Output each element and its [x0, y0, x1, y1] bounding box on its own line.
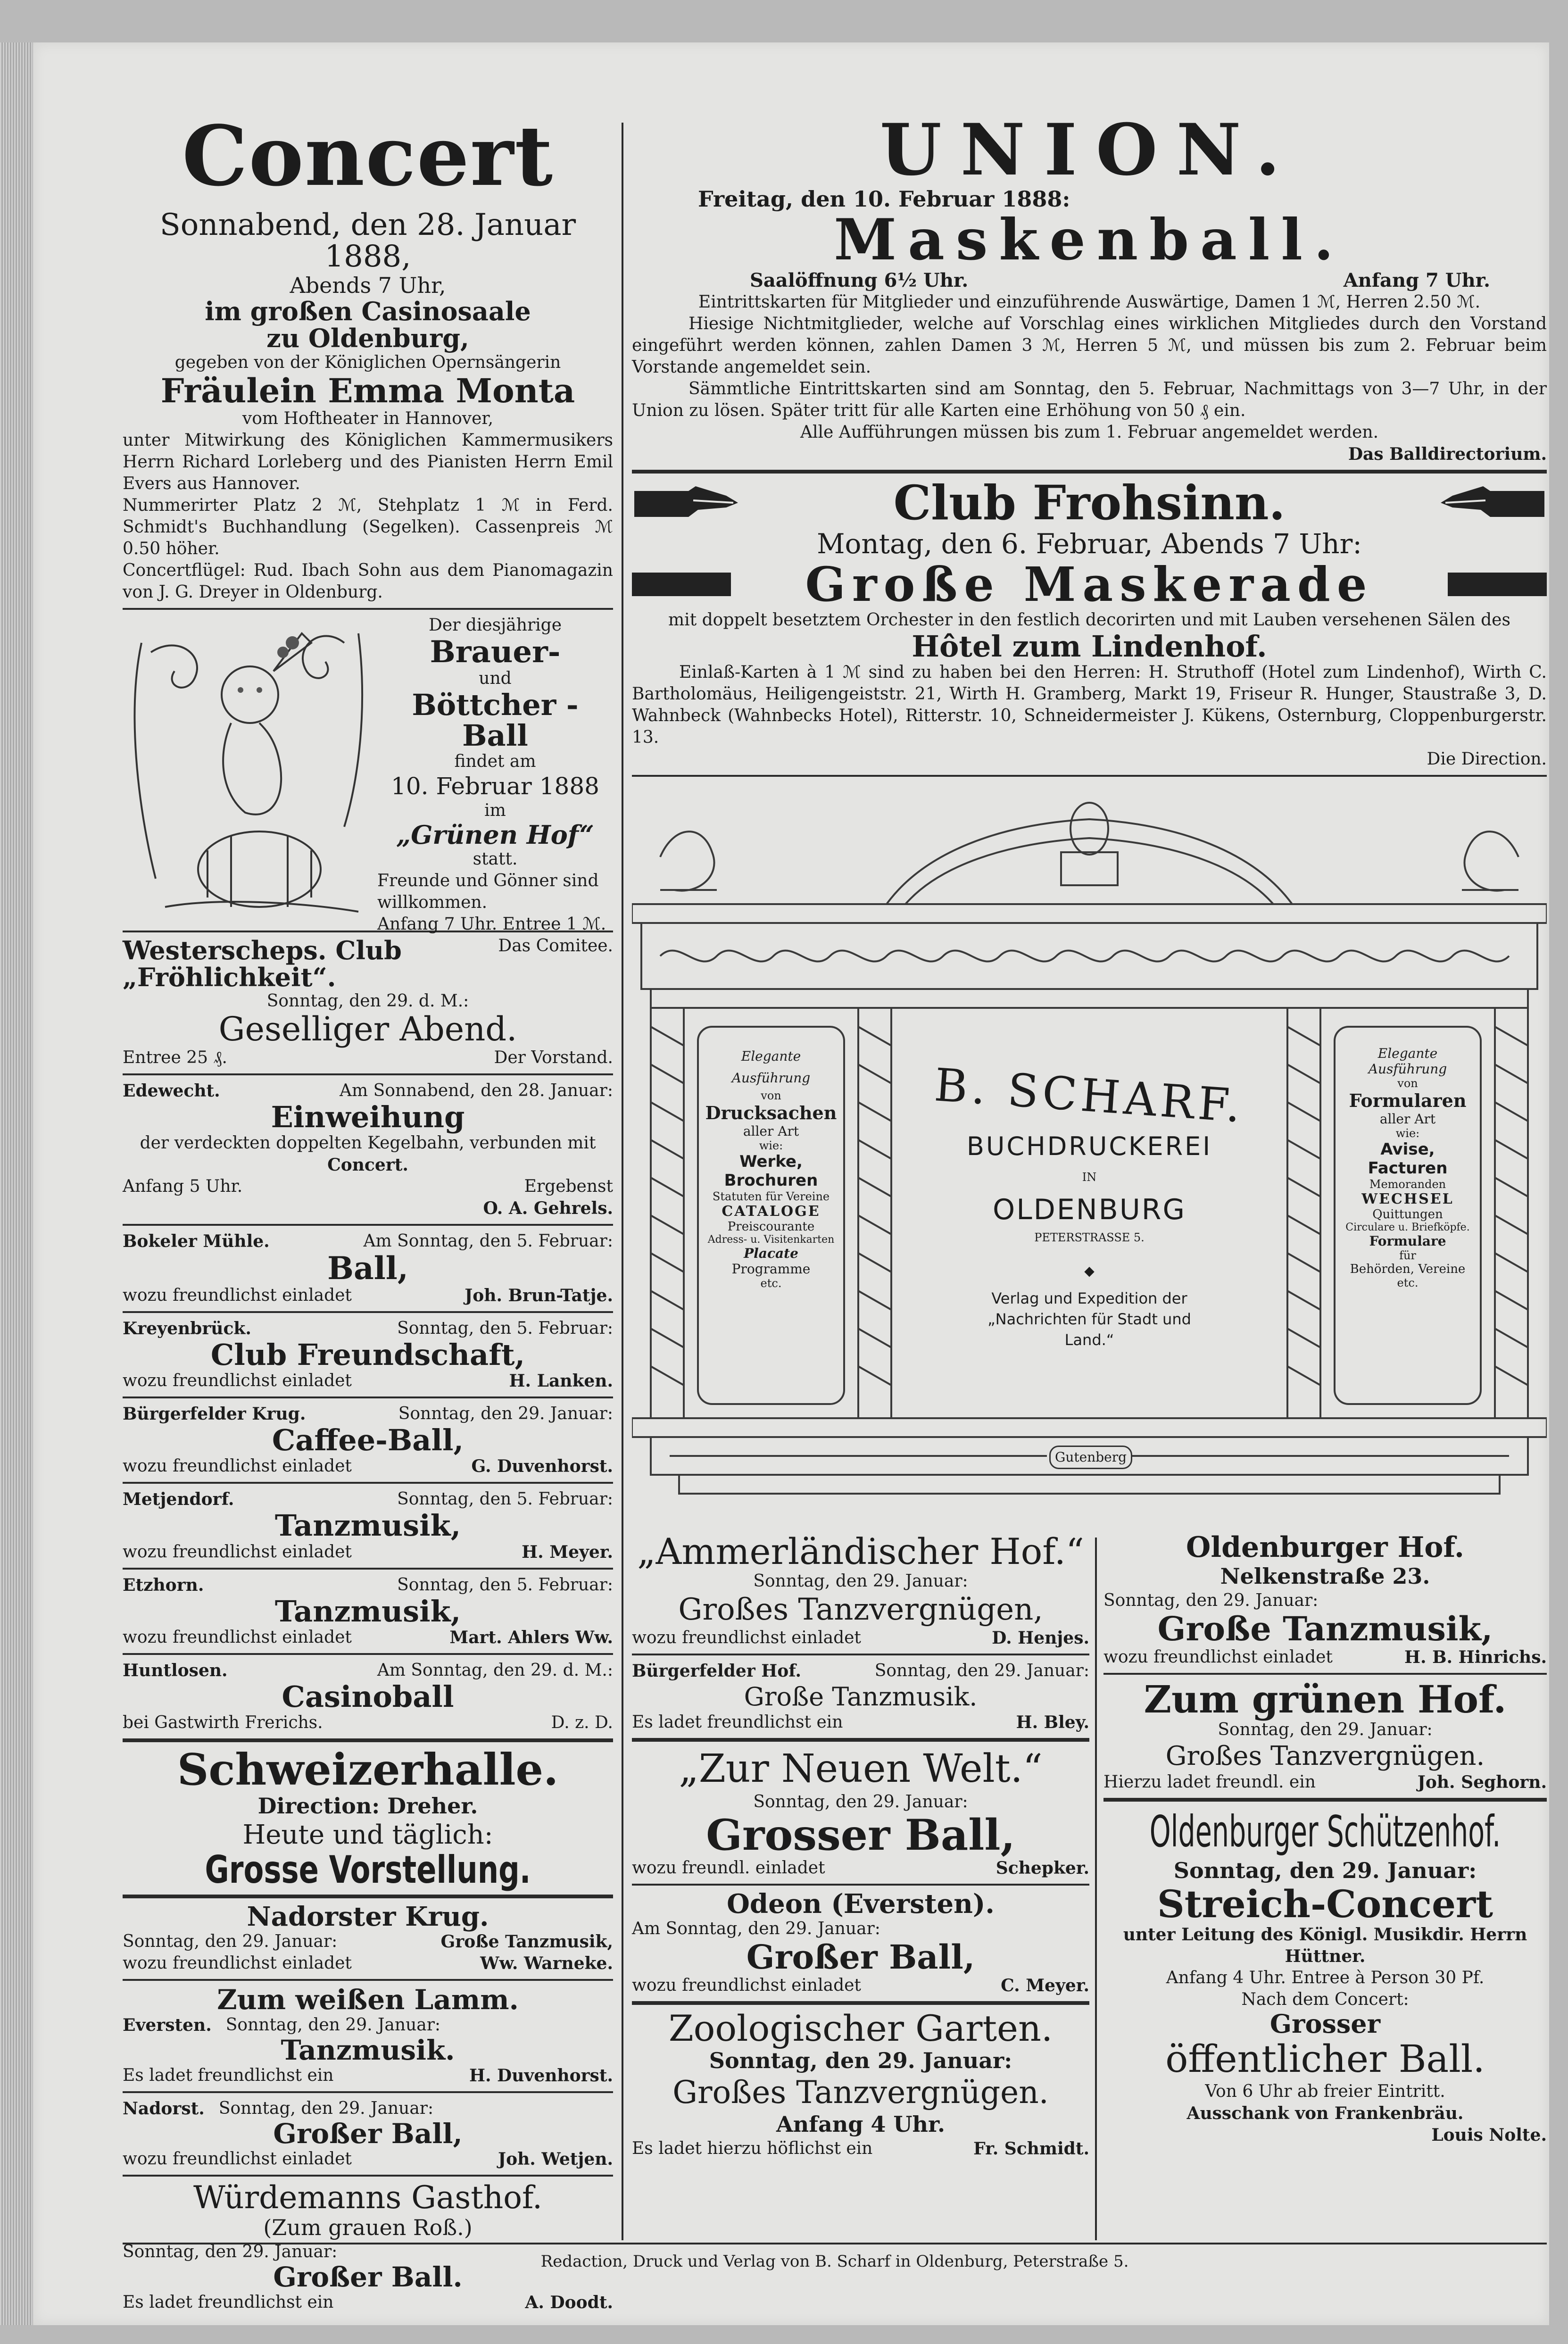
frohsinn-sign: Die Direction.: [1427, 749, 1547, 769]
etzhorn-invite: wozu freundlichst einladet: [123, 1627, 352, 1647]
right-panel-line: Memoranden: [1369, 1177, 1446, 1191]
buergerfelder2-invite: Es ladet freundlichst ein: [632, 1712, 843, 1732]
edewecht-head: Edewecht.: [123, 1081, 220, 1101]
union-start: Anfang 7 Uhr.: [1343, 269, 1490, 291]
rule: [123, 1568, 613, 1570]
rule-heavy: [632, 2001, 1089, 2005]
right-panel-line: WECHSEL: [1361, 1190, 1454, 1207]
schuetzenhof-ad: [1103, 1806, 1547, 2146]
edewecht-date: Am Sonnabend, den 28. Januar:: [340, 1081, 613, 1100]
left-panel-line: Werke, Brochuren: [724, 1152, 818, 1190]
column-rule-left: [622, 123, 623, 2240]
union-title: UNION.: [879, 108, 1299, 191]
rule: [123, 1396, 613, 1398]
nadorster-invite: wozu freundlichst einladet: [123, 1953, 352, 1973]
frohsinn-ad: [632, 474, 1547, 770]
buergerfelder1-head: Bürgerfelder Krug.: [123, 1404, 306, 1424]
rule: [632, 1884, 1089, 1886]
boettcher-title: Böttcher - Ball: [412, 688, 579, 753]
huntlosen-ad: [123, 1660, 613, 1734]
nadorst-sign: Joh. Wetjen.: [498, 2149, 613, 2169]
brauer-ad: [123, 615, 613, 956]
left-panel-line: CATALOGE: [722, 1203, 821, 1220]
gruenen-hof-invite: Hierzu ladet freundl. ein: [1103, 1772, 1316, 1792]
schuetzenhof-title: Oldenburger Schützenhof.: [1149, 1806, 1501, 1857]
concert-date: Sonnabend, den 28. Januar 1888,: [159, 207, 576, 274]
rule-heavy: [123, 1895, 613, 1898]
schuetzenhof-ball: öffentlicher Ball.: [1165, 2037, 1485, 2081]
right-panel-line: für: [1399, 1248, 1416, 1262]
left-panel-line: Programme: [731, 1261, 811, 1277]
right-panel-line: von: [1397, 1076, 1418, 1090]
gruenen-hof-event: Großes Tanzvergnügen.: [1165, 1740, 1485, 1771]
neue-welt-sign: Schepker.: [996, 1858, 1089, 1879]
concert-title: Concert: [182, 108, 554, 205]
metjendorf-sign: H. Meyer.: [522, 1542, 613, 1562]
union-sign: Das Balldirectorium.: [1348, 444, 1547, 464]
column-rule-right: [1095, 1538, 1097, 2240]
rule: [123, 1224, 613, 1226]
nadorster-ad: [123, 1903, 613, 1974]
wuerdemann-invite: Es ladet freundlichst ein: [123, 2292, 334, 2312]
pointing-hand-icon: [632, 482, 740, 524]
westerscheps-title: Geselliger Abend.: [218, 1010, 517, 1049]
oldenburger-hof-title: Oldenburger Hof.: [1186, 1531, 1464, 1564]
huntlosen-date: Am Sonntag, den 29. d. M.:: [377, 1660, 613, 1680]
weissen-lamm-invite: Es ladet freundlichst ein: [123, 2065, 334, 2085]
brauer-start: Anfang 7 Uhr. Entree 1 ℳ.: [377, 914, 606, 934]
zoo-ad: [632, 2007, 1089, 2160]
buergerfelder1-date: Sonntag, den 29. Januar:: [398, 1404, 613, 1424]
westerscheps-head: Westerscheps. Club „Fröhlichkeit“.: [123, 935, 402, 992]
metjendorf-ad: [123, 1488, 613, 1563]
left-panel-line: Elegante Ausführung: [731, 1048, 811, 1086]
brauer-sign: Das Comitee.: [498, 936, 613, 956]
neue-welt-ad: [632, 1746, 1089, 1879]
rule: [123, 1073, 613, 1075]
neue-welt-event: Grosser Ball,: [706, 1810, 1015, 1860]
bokeler-invite: wozu freundlichst einladet: [123, 1286, 352, 1305]
rule: [123, 2175, 613, 2177]
wuerdemann-ad: [123, 2181, 613, 2313]
scharf-street: PETERSTRASSE 5.: [1034, 1230, 1145, 1244]
gruenen-hof-ad: [1103, 1679, 1547, 1793]
weissen-lamm-sign: H. Duvenhorst.: [469, 2065, 613, 2086]
nadorst-date: Sonntag, den 29. Januar:: [218, 2098, 434, 2118]
westerscheps-entry: Entree 25 ₰.: [123, 1047, 227, 1067]
kreyenbrueck-title: Club Freundschaft,: [210, 1338, 525, 1372]
left-panel-line: Drucksachen: [705, 1102, 837, 1123]
brauer-date: 10. Februar 1888: [391, 773, 599, 800]
buergerfelder-hof-ad: [632, 1660, 1089, 1733]
edewecht-ad: [123, 1080, 613, 1219]
kreyenbrueck-date: Sonntag, den 5. Februar:: [397, 1319, 613, 1338]
scharf-city: OLDENBURG: [993, 1193, 1186, 1226]
union-p3: Sämmtliche Eintrittskarten sind am Sonntag, den 5. Februar, Nachmittags von 3—7 Uhr, in der Union zu lösen. Später tritt für alle Karten eine Erhöhung von 50 ₰ ein.: [632, 379, 1547, 420]
rule: [1103, 1673, 1547, 1675]
kreyenbrueck-ad: [123, 1318, 613, 1392]
right-panel-line: wie:: [1395, 1126, 1420, 1140]
buergerfelder2-head: Bürgerfelder Hof.: [632, 1661, 802, 1681]
edewecht-desc: der verdeckten doppelten Kegelbahn, verbunden mit: [140, 1133, 596, 1153]
schuetzenhof-date: Sonntag, den 29. Januar:: [1173, 1857, 1477, 1883]
nadorst-invite: wozu freundlichst einladet: [123, 2149, 352, 2169]
union-p2: Hiesige Nichtmitglieder, welche auf Vorschlag eines wirklichen Mitgliedes durch den Vorstand eingeführt werden können, zahlen Damen 3 ℳ, Herren 5 ℳ, und müssen bis zum 2. Februar beim Vorstande angemeldet sein.: [632, 314, 1547, 377]
schuetzenhof-grosser: Grosser: [1269, 2008, 1381, 2039]
zoo-date: Sonntag, den 29. Januar:: [709, 2048, 1012, 2074]
concert-venue: im großen Casinosaale: [205, 296, 531, 327]
page-edge: [0, 42, 33, 2325]
westerscheps-date: Sonntag, den 29. d. M.:: [266, 991, 469, 1011]
scharf-name: B. SCHARF.: [932, 1058, 1246, 1133]
kreyenbrueck-sign: H. Lanken.: [509, 1371, 613, 1391]
buergerfelder1-sign: G. Duvenhorst.: [471, 1456, 613, 1477]
bottom-rule: [123, 2243, 1547, 2244]
weissen-lamm-ad: [123, 1986, 613, 2086]
brauer-and: und: [479, 669, 512, 689]
schweizerhalle-show: Grosse Vorstellung.: [205, 1848, 531, 1892]
schweizerhalle-ad: [123, 1744, 613, 1892]
concert-piano: Concertflügel: Rud. Ibach Sohn aus dem Pianomagazin von J. G. Dreyer in Oldenburg.: [123, 561, 613, 602]
kreyenbrueck-invite: wozu freundlichst einladet: [123, 1371, 352, 1391]
schuetzenhof-beer: Ausschank von Frankenbräu.: [1186, 2103, 1464, 2124]
left-panel-line: von: [761, 1089, 781, 1102]
concert-city: zu Oldenburg,: [266, 323, 469, 353]
imprint-footer: Redaction, Druck und Verlag von B. Scharf in Oldenburg, Peterstraße 5.: [540, 2252, 1129, 2271]
neue-welt-invite: wozu freundl. einladet: [632, 1858, 825, 1878]
rule: [123, 1979, 613, 1981]
zoo-start: Anfang 4 Uhr.: [776, 2111, 945, 2137]
left-panel-line: Statuten für Vereine: [712, 1189, 830, 1203]
rule: [123, 608, 613, 610]
weissen-lamm-head: Eversten.: [123, 2015, 212, 2036]
concert-prices: Nummerirter Platz 2 ℳ, Stehplatz 1 ℳ in Ferd. Schmidt's Buchhandlung (Segelken). Cassenpreis ℳ 0.50 höher.: [123, 496, 613, 558]
buergerfelder1-title: Caffee-Ball,: [272, 1423, 464, 1458]
buergerfelder2-sign: H. Bley.: [1016, 1712, 1089, 1732]
schuetzenhof-after: Nach dem Concert:: [1241, 1989, 1409, 2009]
concert-given-by: gegeben von der Königlichen Opernsängerin: [174, 352, 561, 372]
ammerland-event: Großes Tanzvergnügen,: [678, 1592, 1043, 1627]
concert-cooperation: unter Mitwirkung des Königlichen Kammermusikers Herrn Richard Lorleberg und des Pianisten Herrn Emil Evers aus Hannover.: [123, 431, 613, 493]
wuerdemann-sub: (Zum grauen Roß.): [263, 2215, 473, 2241]
right-panel-line: Formulare: [1369, 1233, 1446, 1249]
kreyenbrueck-head: Kreyenbrück.: [123, 1319, 251, 1339]
frohsinn-desc: mit doppelt besetztem Orchester in den festlich decorirten und mit Lauben versehenen Sälen des: [668, 610, 1510, 630]
nadorster-sign: Ww. Warneke.: [480, 1953, 613, 1974]
etzhorn-title: Tanzmusik,: [274, 1594, 461, 1629]
schuetzenhof-lead: unter Leitung des Königl. Musikdir. Herrn Hüttner.: [1123, 1924, 1527, 1966]
pointing-hand-icon: [1438, 482, 1547, 524]
oldenburger-hof-street: Nelkenstraße 23.: [1220, 1563, 1430, 1589]
etzhorn-ad: [123, 1574, 613, 1648]
rule: [123, 1653, 613, 1655]
right-panel-line: aller Art: [1379, 1111, 1436, 1127]
scharf-in: IN: [1082, 1170, 1097, 1184]
schweizerhalle-direction: Direction: Dreher.: [257, 1793, 478, 1819]
scharf-left-panel: [703, 1046, 839, 1290]
edewecht-sign: O. A. Gehrels.: [483, 1198, 613, 1218]
brauer-findet: findet am: [454, 752, 536, 772]
right-panel-line: Behörden, Vereine: [1350, 1262, 1466, 1276]
right-panel-line: etc.: [1397, 1276, 1419, 1289]
oldenburger-hof-event: Große Tanzmusik,: [1157, 1609, 1493, 1648]
union-p4: Alle Aufführungen müssen bis zum 1. Februar angemeldet werden.: [800, 422, 1379, 442]
weissen-lamm-date: Sonntag, den 29. Januar:: [225, 2015, 441, 2035]
odeon-invite: wozu freundlichst einladet: [632, 1975, 861, 1995]
huntlosen-invite: bei Gastwirth Frerichs.: [123, 1712, 323, 1732]
brauer-statt: statt.: [473, 849, 518, 869]
frohsinn-venue: Hôtel zum Lindenhof.: [912, 629, 1267, 664]
metjendorf-title: Tanzmusik,: [274, 1508, 461, 1543]
oldenburger-hof-ad: [1103, 1533, 1547, 1668]
ammerland-date: Sonntag, den 29. Januar:: [753, 1571, 968, 1591]
rule-heavy: [632, 470, 1547, 474]
concert-singer: Fräulein Emma Monta: [160, 371, 575, 410]
nadorster-title: Nadorster Krug.: [247, 1901, 489, 1933]
metjendorf-head: Metjendorf.: [123, 1489, 234, 1510]
brauer-venue: „Grünen Hof“: [396, 820, 594, 850]
concert-ad: [123, 108, 613, 603]
right-panel-line: Avise, Facturen: [1368, 1139, 1448, 1178]
ammerland-invite: wozu freundlichst einladet: [632, 1628, 861, 1647]
rule-heavy: [632, 1738, 1089, 1742]
nadorst-ad: [123, 2098, 613, 2170]
brauer-title: Brauer-: [430, 634, 561, 670]
left-panel-line: aller Art: [743, 1123, 799, 1139]
frohsinn-event: Große Maskerade: [805, 556, 1374, 612]
etzhorn-date: Sonntag, den 5. Februar:: [397, 1575, 613, 1595]
right-panel-line: Circulare u. Briefköpfe.: [1345, 1221, 1470, 1233]
black-bar: [1448, 573, 1547, 596]
left-panel-line: Preiscourante: [727, 1219, 815, 1234]
schuetzenhof-free: Von 6 Uhr ab freier Eintritt.: [1205, 2082, 1445, 2102]
left-panel-line: Placate: [744, 1245, 798, 1261]
bokeler-ad: [123, 1230, 613, 1306]
schuetzenhof-event: Streich-Concert: [1157, 1881, 1493, 1926]
right-panel-line: Elegante Ausführung: [1368, 1045, 1447, 1077]
ammerland-title: „Ammerländischer Hof.“: [637, 1530, 1084, 1572]
concert-singer-from: vom Hoftheater in Hannover,: [242, 409, 494, 428]
odeon-ad: [632, 1890, 1089, 1996]
oldenburger-hof-invite: wozu freundlichst einladet: [1103, 1647, 1333, 1667]
rule: [632, 1654, 1089, 1655]
rule: [123, 2091, 613, 2093]
bokeler-head: Bokeler Mühle.: [123, 1231, 270, 1251]
wuerdemann-date: Sonntag, den 29. Januar:: [123, 2242, 338, 2262]
buergerfelder2-event: Große Tanzmusik.: [744, 1681, 978, 1712]
edewecht-concert: Concert.: [327, 1155, 408, 1175]
rule: [632, 775, 1547, 777]
neue-welt-title: „Zur Neuen Welt.“: [679, 1746, 1043, 1791]
edewecht-start: Anfang 5 Uhr.: [123, 1176, 243, 1196]
brauer-invite: Freunde und Gönner sind willkommen.: [377, 871, 599, 913]
gruenen-hof-sign: Joh. Seghorn.: [1417, 1772, 1547, 1792]
scharf-center-panel: [896, 1058, 1283, 1350]
left-panel-line: etc.: [760, 1276, 782, 1290]
rule-heavy: [123, 1738, 613, 1742]
schweizerhalle-today: Heute und täglich:: [242, 1820, 493, 1851]
concert-time: Abends 7 Uhr,: [290, 273, 446, 299]
gruenen-hof-date: Sonntag, den 29. Januar:: [1218, 1720, 1433, 1739]
wuerdemann-sign: A. Doodt.: [525, 2292, 613, 2312]
union-ad: [632, 108, 1547, 465]
ammerland-sign: D. Henjes.: [992, 1628, 1089, 1648]
edewecht-greet: Ergebenst: [524, 1176, 613, 1196]
black-bar: [632, 573, 731, 596]
right-column-bottom-right: [1103, 1533, 1547, 2146]
neue-welt-date: Sonntag, den 29. Januar:: [753, 1792, 968, 1812]
etzhorn-head: Etzhorn.: [123, 1575, 204, 1595]
gutenberg-plate: Gutenberg: [1049, 1446, 1132, 1469]
frohsinn-title: Club Frohsinn.: [893, 474, 1286, 531]
buergerfelder1-invite: wozu freundlichst einladet: [123, 1456, 352, 1476]
weissen-lamm-event: Tanzmusik.: [281, 2034, 455, 2067]
nadorst-head: Nadorst.: [123, 2098, 205, 2119]
metjendorf-invite: wozu freundlichst einladet: [123, 1542, 352, 1562]
left-column: [123, 71, 613, 2313]
buergerfelder2-date: Sonntag, den 29. Januar:: [874, 1661, 1089, 1680]
scharf-ad: [632, 781, 1547, 1508]
zoo-sign: Fr. Schmidt.: [973, 2139, 1089, 2159]
schuetzenhof-sign: Louis Nolte.: [1431, 2125, 1547, 2145]
zoo-invite: Es ladet hierzu höflichst ein: [632, 2139, 873, 2159]
schuetzenhof-start: Anfang 4 Uhr. Entree à Person 30 Pf.: [1166, 1968, 1485, 1987]
cherub-barrel-illustration: [123, 615, 377, 926]
odeon-date: Am Sonntag, den 29. Januar:: [632, 1919, 880, 1939]
wuerdemann-event: Großer Ball.: [273, 2261, 463, 2294]
bokeler-sign: Joh. Brun-Tatje.: [465, 1286, 613, 1306]
right-panel-line: Quittungen: [1372, 1207, 1443, 1222]
brauer-intro: Der diesjährige: [428, 615, 562, 635]
left-panel-line: wie:: [759, 1139, 783, 1152]
scharf-trade: BUCHDRUCKEREI: [966, 1131, 1212, 1161]
frohsinn-date: Montag, den 6. Februar, Abends 7 Uhr:: [817, 527, 1362, 560]
odeon-event: Großer Ball,: [746, 1937, 975, 1977]
nadorster-event: Große Tanzmusik,: [440, 1932, 613, 1952]
huntlosen-title: Casinoball: [282, 1679, 454, 1714]
oldenburger-hof-sign: H. B. Hinrichs.: [1404, 1647, 1547, 1667]
ammerland-ad: [632, 1530, 1089, 1649]
rule: [123, 1311, 613, 1313]
odeon-sign: C. Meyer.: [1001, 1975, 1089, 1995]
bokeler-date: Am Sonntag, den 5. Februar:: [363, 1231, 613, 1251]
schweizerhalle-title: Schweizerhalle.: [177, 1744, 559, 1795]
right-panel-line: Formularen: [1349, 1089, 1467, 1111]
gruenen-hof-title: Zum grünen Hof.: [1144, 1677, 1507, 1721]
nadorst-title: Großer Ball,: [273, 2117, 463, 2150]
weissen-lamm-title: Zum weißen Lamm.: [217, 1984, 519, 2016]
wuerdemann-title: Würdemanns Gasthof.: [193, 2179, 543, 2216]
rule-heavy: [1103, 1798, 1547, 1802]
zoo-event: Großes Tanzvergnügen.: [672, 2074, 1049, 2111]
union-event: Maskenball.: [834, 206, 1345, 273]
brauer-im: im: [484, 801, 506, 821]
huntlosen-head: Huntlosen.: [123, 1660, 228, 1680]
frohsinn-tickets: Einlaß-Karten à 1 ℳ sind zu haben bei den Herren: H. Struthoff (Hotel zum Lindenhof), Wirth C. Bartholomäus, Heiligengeiststr. 21, Wirth H. Gramberg, Markt 19, Friseur R. Hunger, Staustraße 3, D. Wahnbeck (Wahnbecks Hotel), Ritterstr. 10, Schneidermeister J. Kükens, Osternburg, Cloppenburgerstr. 13.: [632, 662, 1547, 747]
oldenburger-hof-date: Sonntag, den 29. Januar:: [1103, 1591, 1319, 1610]
chevron-down-icon: ◆: [1084, 1263, 1095, 1279]
right-column-bottom-left: [632, 1530, 1089, 2160]
westerscheps-sign: Der Vorstand.: [494, 1047, 613, 1067]
bokeler-title: Ball,: [327, 1249, 408, 1287]
metjendorf-date: Sonntag, den 5. Februar:: [397, 1489, 613, 1509]
nadorster-date: Sonntag, den 29. Januar:: [123, 1932, 338, 1952]
buergerfelder-krug-ad: [123, 1403, 613, 1477]
etzhorn-sign: Mart. Ahlers Ww.: [449, 1627, 613, 1647]
rule: [123, 1482, 613, 1484]
scharf-right-panel: [1339, 1046, 1476, 1289]
union-p1: Eintrittskarten für Mitglieder und einzuführende Auswärtige, Damen 1 ℳ, Herren 2.50 ℳ.: [698, 292, 1481, 312]
odeon-title: Odeon (Eversten).: [727, 1888, 995, 1920]
left-panel-line: Adress- u. Visitenkarten: [707, 1233, 835, 1246]
union-open: Saalöffnung 6½ Uhr.: [750, 269, 969, 291]
right-column-top: [632, 71, 1547, 1508]
scharf-publisher: Verlag und Expedition der „Nachrichten für Stadt und Land.“: [987, 1289, 1191, 1349]
union-date: Freitag, den 10. Februar 1888:: [698, 186, 1070, 212]
edewecht-title: Einweihung: [271, 1099, 465, 1134]
zoo-title: Zoologischer Garten.: [668, 2007, 1053, 2049]
huntlosen-sign: D. z. D.: [551, 1712, 613, 1732]
